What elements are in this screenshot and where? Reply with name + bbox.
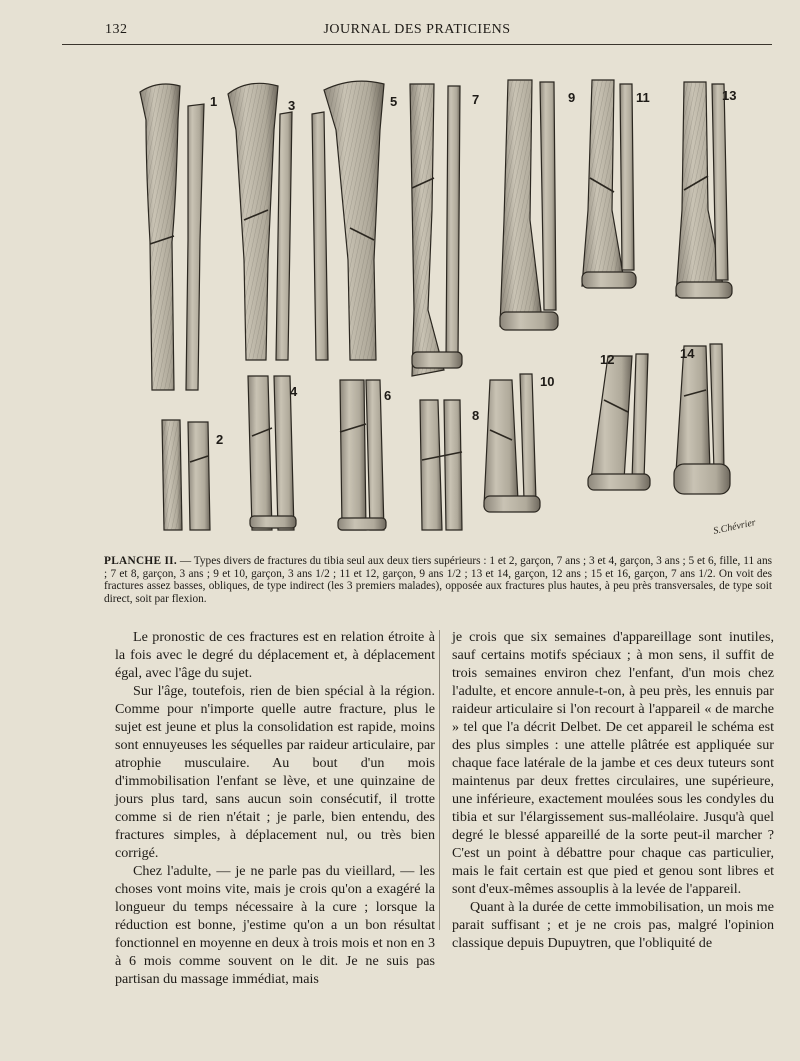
specimen-13-bones bbox=[676, 82, 732, 298]
specimen-4-bones bbox=[248, 376, 296, 530]
figure-number: 1 bbox=[210, 94, 218, 109]
figure-number: 8 bbox=[472, 408, 480, 423]
specimen-3-bones bbox=[228, 83, 292, 360]
specimen-7-bones bbox=[410, 84, 462, 376]
figure-number: 5 bbox=[390, 94, 398, 109]
paragraph: je crois que six semaines d'appareillage sont inutiles, sauf certains motifs spéciaux ; à mon sens, il suffit de trois semaines environ chez l'enfant, d'un mois chez l'adulte, et encore annule-t-on, à peu près, les ennuis par raideur articulaire si l'on recourt à l'appareil « de marche » tel que l'a décrit Delbet. De cet appareil le schéma est des plus simples : une attelle plâtrée est appliquée sur chaque face latérale de la jambe et ces deux tuteurs sont maintenus par deux frettes circulaires, une supérieure, une inférieure, exactement moulées sous les condyles du tibia et sur l'élargissement sus-malléolaire. Jusqu'à quel degré le blessé appareillé de la sorte peut-il marcher ? C'est un point à débattre pour chaque cas particulier, mais le fait certain est que pied et genou sont libres et sont d'eux-mêmes assouplis à la levée de l'appareil. bbox=[452, 629, 774, 897]
figure-number: 2 bbox=[216, 432, 224, 447]
page-number: 132 bbox=[105, 22, 128, 37]
figure-number: 6 bbox=[384, 388, 392, 403]
specimen-11-bones bbox=[582, 80, 636, 288]
specimen-6-bones bbox=[338, 380, 386, 530]
specimen-8-bones bbox=[420, 400, 462, 530]
figure-number: 4 bbox=[290, 384, 298, 399]
paragraph: Sur l'âge, toutefois, rien de bien spécial à la région. Comme pour n'importe quelle autre fracture, plus le sujet est jeune et plus la consolidation est rapide, moins sont ennuyeuses les séquelles par raideur articulaire, par atrophie musculaire. Au bout d'un mois d'immobilisation l'enfant se lève, et une quinzaine de jours plus tard, sans aucun soin consécutif, il trotte comme si de rien n'était ; je parle, bien entendu, des fractures simples, à déplacement nul, ou très bien corrigé. bbox=[115, 683, 435, 861]
specimen-2-bones bbox=[162, 420, 210, 530]
paragraph: Chez l'adulte, — je ne parle pas du vieillard, — les choses vont moins vite, mais je crois qu'on a exagéré la longueur du temps nécessaire à la cure ; lorsque la réduction est bonne, j'estime qu'on a un bon résultat fonctionnel en moyenne en deux à trois mois et non en 3 à 6 mois comme souvent on le dit. Je ne suis pas partisan du massage immédiat, mais bbox=[115, 863, 435, 987]
column-divider bbox=[439, 630, 440, 930]
figure-number: 13 bbox=[722, 88, 737, 103]
plate-illustration bbox=[128, 60, 780, 550]
caption-text: — Types divers de fractures du tibia seul aux deux tiers supérieurs : 1 et 2, garçon, 7 ans ; 3 et 4, garçon, 3 ans ; 5 et 6, fille, 11 ans ; 7 et 8, garçon, 3 ans ; 9 et 10, garçon, 3 ans 1/2 ; 11 et 12, garçon, 9 ans 1/2 ; 13 et 14, garçon, 12 ans ; 15 et 16, garçon, 7 ans 1/2. On voit des fractures assez basses, obliques, de type indirect (les 3 premiers malades), opposée aux fractures plus hautes, à peu près transversales, de type soit direct, soit par flexion. bbox=[104, 555, 772, 605]
bone-fracture-plate bbox=[128, 60, 780, 550]
figure-number: 7 bbox=[472, 92, 480, 107]
plate-caption bbox=[104, 555, 772, 605]
artist-signature: S.Chévrier bbox=[712, 517, 757, 537]
caption-label: PLANCHE II. bbox=[104, 555, 177, 567]
figure-number: 14 bbox=[680, 346, 695, 361]
body-column-left bbox=[115, 628, 435, 988]
specimen-1-bones bbox=[140, 84, 204, 390]
specimen-9-bones bbox=[500, 80, 558, 330]
specimen-12-bones bbox=[588, 354, 650, 490]
paragraph: Le pronostic de ces fractures est en relation étroite à la fois avec le degré du déplacement et, à déplacement égal, avec l'âge du sujet. bbox=[115, 629, 435, 681]
specimen-14-bones bbox=[674, 344, 730, 494]
body-column-right bbox=[452, 628, 774, 952]
figure-number: 10 bbox=[540, 374, 555, 389]
figure-number: 9 bbox=[568, 90, 576, 105]
specimen-5-bones bbox=[312, 81, 384, 360]
running-header bbox=[62, 20, 772, 45]
figure-number: 11 bbox=[636, 90, 650, 105]
journal-title: JOURNAL DES PRATICIENS bbox=[323, 22, 511, 37]
specimen-10-bones bbox=[484, 374, 540, 512]
paragraph: Quant à la durée de cette immobilisation, un mois me parait suffisant ; et je ne crois pas, malgré l'opinion classique depuis Dupuytren, que l'obliquité de bbox=[452, 899, 774, 951]
figure-number: 3 bbox=[288, 98, 296, 113]
figure-number: 12 bbox=[600, 352, 615, 367]
